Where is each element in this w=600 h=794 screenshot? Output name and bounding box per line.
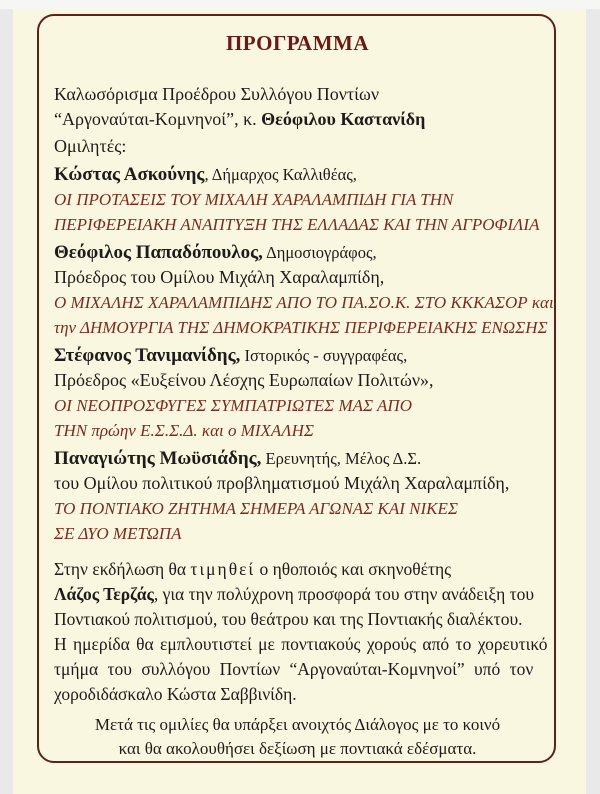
speaker-block-4 xyxy=(54,446,541,546)
speaker-name: Κώστας Ασκούνης xyxy=(54,164,205,185)
speaker-extra-line: Πρόεδρος του Ομίλου Μιχάλη Χαραλαμπίδη, xyxy=(54,267,385,287)
speaker-topic-line-2: την ΔΗΜΟΥΡΓΙΑ ΤΗΣ ΔΗΜΟΚΡΑΤΙΚΗΣ ΠΕΡΙΦΕΡΕΙΑΚΗΣ ΕΝΩΣΗΣ xyxy=(54,318,548,337)
speaker-role: Δημοσιογράφος, xyxy=(262,243,377,262)
welcome-line-1: Καλωσόρισμα Προέδρου Συλλόγου Ποντίων xyxy=(54,84,379,104)
tribute-text-spaced: τιμηθεί xyxy=(190,559,256,579)
honoree-name: Λάζος Τερζάς xyxy=(54,584,154,604)
tribute-line-1 xyxy=(54,557,541,582)
speaker-topic-line-1: ΟΙ ΠΡΟΤΑΣΕΙΣ ΤΟΥ ΜΙΧΑΛΗ ΧΑΡΑΛΑΜΠΙΔΗ ΓΙΑ ΤΗΝ xyxy=(54,190,454,209)
speaker-name: Παναγιώτης Μωϋσιάδης, xyxy=(54,448,262,469)
welcome-line-2 xyxy=(54,107,541,132)
closing-line-1: Μετά τις ομιλίες θα υπάρξει ανοιχτός Διάλογος με το κοινό xyxy=(94,715,501,734)
speaker-name: Στέφανος Τανιμανίδης, xyxy=(54,345,241,366)
speaker-name: Θεόφιλος Παπαδόπουλος, xyxy=(54,242,263,263)
speakers-heading: Ομιλητές: xyxy=(54,136,127,156)
closing-note xyxy=(54,713,541,761)
speaker-role: Ερευνητής, Μέλος Δ.Σ. xyxy=(261,449,422,468)
speaker-name-line xyxy=(54,446,541,471)
tribute-line-2 xyxy=(54,582,541,607)
tribute-line-4: Η ημερίδα θα εμπλουτιστεί με ποντιακούς χορούς από το χορευτικό xyxy=(54,634,548,654)
welcome-block xyxy=(54,82,541,132)
speaker-topic-line-1: ΤΟ ΠΟΝΤΙΑΚΟ ΖΗΤΗΜΑ ΣΗΜΕΡΑ ΑΓΩΝΑΣ ΚΑΙ ΝΙΚΕΣ xyxy=(54,499,458,518)
speaker-topic-line-2: ΠΕΡΙΦΕΡΕΙΑΚΗ ΑΝΑΠΤΥΞΗ ΤΗΣ ΕΛΛΑΔΑΣ ΚΑΙ ΤΗΝ ΑΓΡΟΦΙΛΙΑ xyxy=(54,215,540,234)
speaker-extra-line: Πρόεδρος «Ευξείνου Λέσχης Ευρωπαίων Πολιτών», xyxy=(54,370,434,390)
tribute-text: Στην εκδήλωση θα xyxy=(54,559,191,579)
speaker-name-line xyxy=(54,343,541,368)
welcome-club-name: “Αργοναύται-Κομνηνοί”, κ. xyxy=(54,109,262,129)
speaker-role: Ιστορικός - συγγραφέας, xyxy=(240,346,408,365)
speaker-topic-line-2: ΣΕ ΔΥΟ ΜΕΤΩΠΑ xyxy=(54,524,182,543)
speaker-extra-line: του Ομίλου πολιτικού προβληματισμού Μιχάλη Χαραλαμπίδη, xyxy=(54,473,510,493)
speaker-topic-line-1: Ο ΜΙΧΑΛΗΣ ΧΑΡΑΛΑΜΠΙΔΗΣ ΑΠΟ ΤΟ ΠΑ.ΣΟ.Κ. ΣΤΟ ΚΚΚΑΣΟΡ και xyxy=(54,293,554,312)
speaker-name-line xyxy=(54,162,541,187)
speaker-topic-line-1: ΟΙ ΝΕΟΠΡΟΣΦΥΓΕΣ ΣΥΜΠΑΤΡΙΩΤΕΣ ΜΑΣ ΑΠΟ xyxy=(54,396,412,415)
speaker-topic-line-2: ΤΗΝ πρώην Ε.Σ.Σ.Δ. και ο ΜΙΧΑΛΗΣ xyxy=(54,421,314,440)
tribute-line-3: Ποντιακού πολιτισμού, του θεάτρου και της Ποντιακής διαλέκτου. xyxy=(54,609,523,629)
speaker-block-3 xyxy=(54,343,541,443)
tribute-text: , για την πολύχρονη προσφορά του στην ανάδειξη του xyxy=(153,584,535,604)
closing-line-2: και θα ακολουθήσει δεξίωση με ποντιακά εδέσματα. xyxy=(118,739,477,758)
tribute-text: ο ηθοποιός και σκηνοθέτης xyxy=(255,559,452,579)
tribute-paragraph xyxy=(54,557,548,707)
tribute-line-5: τμήμα του συλλόγου Ποντίων “Αργοναύται-Κομνηνοί” υπό τον xyxy=(54,659,534,679)
page-title: ΠΡΟΓΡΑΜΜΑ xyxy=(225,31,370,55)
president-name: Θεόφιλου Καστανίδη xyxy=(261,109,426,129)
speaker-block-2 xyxy=(54,240,554,340)
speaker-name-line xyxy=(54,240,541,265)
scan-top-margin xyxy=(0,0,600,9)
program-page xyxy=(13,9,586,794)
speaker-block-1 xyxy=(54,162,541,237)
speaker-role: , Δήμαρχος Καλλιθέας, xyxy=(204,165,357,184)
tribute-line-6: χοροδιδάσκαλο Κώστα Σαββινίδη. xyxy=(54,684,297,704)
program-frame-border xyxy=(37,14,556,763)
